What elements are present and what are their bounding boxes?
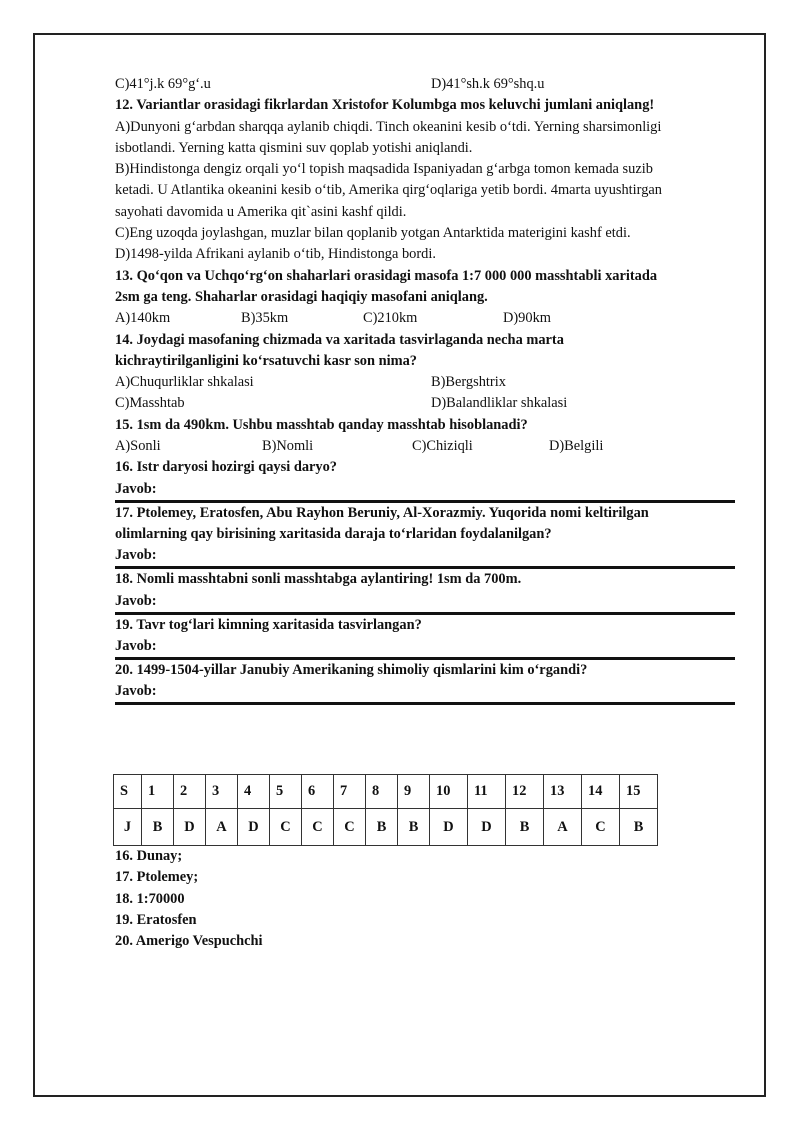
open-answer-item: 20. Amerigo Vespuchchi — [115, 933, 263, 950]
answer-key-value-cell: B — [142, 809, 174, 846]
open-answer-item: 17. Ptolemey; — [115, 869, 199, 886]
q17-title-line1: 17. Ptolemey, Eratosfen, Abu Rayhon Beruniy, Al-Xorazmiy. Yuqorida nomi keltirilgan — [115, 504, 649, 521]
q12-option-c: C)Eng uzoqda joylashgan, muzlar bilan qoplanib yotgan Antarktida materigini kashf etdi. — [115, 225, 631, 242]
q11-option-d: D)41°sh.k 69°shq.u — [431, 76, 545, 92]
q17-answer-line[interactable] — [115, 545, 735, 569]
answer-key-value-cell: B — [398, 809, 430, 846]
answer-key-value-cell: A — [206, 809, 238, 846]
q14-option-d: D)Balandliklar shkalasi — [431, 395, 568, 412]
q12-title: 12. Variantlar orasidagi fikrlardan Xristofor Kolumbga mos keluvchi jumlani aniqlang! — [115, 97, 655, 114]
q17-title-line2: olimlarning qay birisining xaritasida daraja to‘rlaridan foydalanilgan? — [115, 525, 552, 542]
q12-option-b-line2: ketadi. U Atlantika okeanini kesib o‘tib, Amerika qirg‘oqlariga yetib bordi. 4marta uyushtirgan — [115, 182, 662, 199]
answer-key-value-cell: D — [430, 809, 468, 846]
q18-title: 18. Nomli masshtabni sonli masshtabga aylantiring! 1sm da 700m. — [115, 571, 522, 588]
q16-answer-label: Javob: — [115, 480, 157, 497]
answer-key-value-cell: A — [544, 809, 582, 846]
q14-options-row1 — [115, 372, 735, 393]
q16-answer-line[interactable] — [115, 479, 735, 503]
answer-key-header-cell: 14 — [582, 775, 620, 809]
answer-key-header-cell: 6 — [302, 775, 334, 809]
open-answer-item: 18. 1:70000 — [115, 890, 185, 907]
answer-key-value-cell: J — [114, 809, 142, 846]
questions-section — [115, 74, 735, 705]
q15-options — [115, 436, 735, 457]
q13-title-line1: 13. Qo‘qon va Uchqo‘rg‘on shaharlari orasidagi masofa 1:7 000 000 masshtabli xaritada — [115, 267, 658, 284]
answer-key-header-cell: S — [114, 775, 142, 809]
answer-key-header-cell: 4 — [238, 775, 270, 809]
answer-key-values-row — [114, 809, 658, 846]
answer-key-header-cell: 1 — [142, 775, 174, 809]
q12-option-d: D)1498-yilda Afrikani aylanib o‘tib, Hindistonga bordi. — [115, 246, 436, 263]
answer-key-header-cell: 10 — [430, 775, 468, 809]
answer-key-value-cell: D — [238, 809, 270, 846]
q12-option-b-line1: B)Hindistonga dengiz orqali yo‘l topish maqsadida Ispaniyadan g‘arbga tomon kemada suzib — [115, 161, 653, 178]
answer-key-table — [113, 774, 658, 846]
q14-option-a: A)Chuqurliklar shkalasi — [115, 374, 254, 391]
q19-answer-label: Javob: — [115, 637, 157, 654]
answer-key-header-cell: 12 — [506, 775, 544, 809]
q15-title: 15. 1sm da 490km. Ushbu masshtab qanday masshtab hisoblanadi? — [115, 416, 528, 433]
q17-answer-label: Javob: — [115, 547, 157, 564]
q20-answer-label: Javob: — [115, 683, 157, 700]
answer-key-header-cell: 15 — [620, 775, 658, 809]
answer-key-header-row — [114, 775, 658, 809]
q13-options — [115, 308, 735, 329]
q16-title: 16. Istr daryosi hozirgi qaysi daryo? — [115, 459, 338, 476]
answer-key-header-cell: 13 — [544, 775, 582, 809]
answer-key-header-cell: 5 — [270, 775, 302, 809]
answer-key-value-cell: C — [334, 809, 366, 846]
answer-key-value-cell: D — [174, 809, 206, 846]
q13-title-line2: 2sm ga teng. Shaharlar orasidagi haqiqiy masofani aniqlang. — [115, 288, 488, 305]
q15-option-c: C)Chiziqli — [412, 438, 473, 455]
q11-option-c: C)41°j.k 69°g‘.u — [115, 76, 211, 92]
q12-option-a-line1: A)Dunyoni g‘arbdan sharqqa aylanib chiqdi. Tinch okeanini kesib o‘tdi. Yerning sharsimonligi — [115, 118, 662, 135]
answer-key-value-cell: C — [270, 809, 302, 846]
q14-options-row2 — [115, 393, 735, 414]
open-answer-item: 16. Dunay; — [115, 848, 183, 864]
answer-key-header-cell: 8 — [366, 775, 398, 809]
q12-option-b-line3: sayohati davomida u Amerika qit`asini kashf qildi. — [115, 203, 407, 220]
q18-answer-label: Javob: — [115, 592, 157, 609]
q13-option-b: B)35km — [241, 310, 289, 327]
answer-key-value-cell: C — [582, 809, 620, 846]
answer-key-value-cell: B — [366, 809, 398, 846]
answer-key-value-cell: C — [302, 809, 334, 846]
q14-option-c: C)Masshtab — [115, 395, 185, 412]
answer-key-value-cell: B — [620, 809, 658, 846]
q19-title: 19. Tavr tog‘lari kimning xaritasida tasvirlangan? — [115, 616, 422, 633]
q13-option-d: D)90km — [503, 310, 551, 327]
q13-option-a: A)140km — [115, 310, 171, 327]
q20-title: 20. 1499-1504-yillar Janubiy Amerikaning shimoliy qismlarini kim o‘rgandi? — [115, 661, 588, 678]
q15-option-d: D)Belgili — [549, 438, 604, 455]
q14-option-b: B)Bergshtrix — [431, 374, 506, 391]
answer-key-value-cell: D — [468, 809, 506, 846]
open-answers-list — [115, 846, 263, 952]
q15-option-b: B)Nomli — [262, 438, 314, 455]
answer-key-header-cell: 3 — [206, 775, 238, 809]
q19-answer-line[interactable] — [115, 636, 735, 660]
q14-title-line2: kichraytirilganligini ko‘rsatuvchi kasr son nima? — [115, 352, 417, 369]
q11-options — [115, 74, 735, 95]
q14-title-line1: 14. Joydagi masofaning chizmada va xaritada tasvirlaganda necha marta — [115, 331, 564, 348]
answer-key-header-cell: 2 — [174, 775, 206, 809]
q12-option-a-line2: isbotlandi. Yerning katta qismini suv qoplab yotishi aniqlandi. — [115, 139, 473, 156]
answer-key-header-cell: 11 — [468, 775, 506, 809]
q20-answer-line[interactable] — [115, 681, 735, 705]
open-answer-item: 19. Eratosfen — [115, 911, 197, 928]
q15-option-a: A)Sonli — [115, 438, 161, 455]
answer-key-header-cell: 7 — [334, 775, 366, 809]
answer-key-value-cell: B — [506, 809, 544, 846]
q13-option-c: C)210km — [363, 310, 418, 327]
answer-key-header-cell: 9 — [398, 775, 430, 809]
q18-answer-line[interactable] — [115, 591, 735, 615]
